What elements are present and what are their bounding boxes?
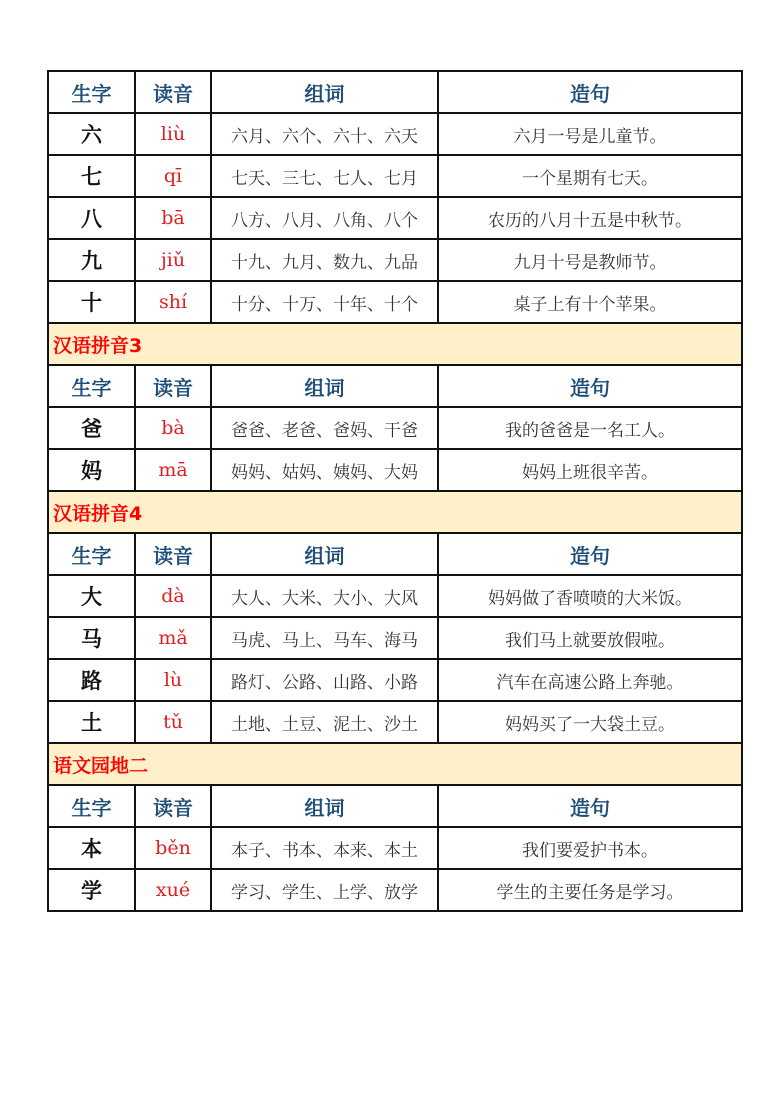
- section-row: [48, 491, 742, 533]
- words-cell: 马虎、马上、马车、海马: [211, 617, 438, 659]
- section-row: [48, 323, 742, 365]
- sentence-cell: 妈妈上班很辛苦。: [438, 449, 742, 491]
- table-row: [48, 407, 742, 449]
- header-row: [48, 365, 742, 407]
- words-cell: 土地、土豆、泥土、沙土: [211, 701, 438, 743]
- pinyin-cell: shí: [135, 281, 211, 323]
- words-cell: 爸爸、老爸、爸妈、干爸: [211, 407, 438, 449]
- words-cell: 学习、学生、上学、放学: [211, 869, 438, 911]
- char-cell: 马: [48, 617, 135, 659]
- pinyin-cell: bà: [135, 407, 211, 449]
- table-row: [48, 239, 742, 281]
- header-char: 生字: [48, 785, 135, 827]
- char-cell: 本: [48, 827, 135, 869]
- words-cell: 七天、三七、七人、七月: [211, 155, 438, 197]
- header-sentence: 造句: [438, 533, 742, 575]
- sentence-cell: 我们马上就要放假啦。: [438, 617, 742, 659]
- pinyin-cell: jiǔ: [135, 239, 211, 281]
- table-row: [48, 827, 742, 869]
- sentence-cell: 九月十号是教师节。: [438, 239, 742, 281]
- char-cell: 十: [48, 281, 135, 323]
- table-row: [48, 617, 742, 659]
- char-cell: 土: [48, 701, 135, 743]
- header-words: 组词: [211, 785, 438, 827]
- pinyin-cell: tǔ: [135, 701, 211, 743]
- table-row: [48, 701, 742, 743]
- header-words: 组词: [211, 71, 438, 113]
- char-cell: 妈: [48, 449, 135, 491]
- char-cell: 九: [48, 239, 135, 281]
- sentence-cell: 学生的主要任务是学习。: [438, 869, 742, 911]
- words-cell: 路灯、公路、山路、小路: [211, 659, 438, 701]
- table-row: [48, 449, 742, 491]
- sentence-cell: 妈妈做了香喷喷的大米饭。: [438, 575, 742, 617]
- header-pinyin: 读音: [135, 785, 211, 827]
- table-row: [48, 113, 742, 155]
- table-row: [48, 869, 742, 911]
- table-row: [48, 575, 742, 617]
- pinyin-cell: dà: [135, 575, 211, 617]
- section-title: 汉语拼音3: [48, 323, 742, 365]
- sentence-cell: 六月一号是儿童节。: [438, 113, 742, 155]
- pinyin-cell: qī: [135, 155, 211, 197]
- header-sentence: 造句: [438, 71, 742, 113]
- header-sentence: 造句: [438, 785, 742, 827]
- words-cell: 本子、书本、本来、本土: [211, 827, 438, 869]
- char-cell: 大: [48, 575, 135, 617]
- pinyin-cell: mǎ: [135, 617, 211, 659]
- char-cell: 六: [48, 113, 135, 155]
- char-cell: 爸: [48, 407, 135, 449]
- sentence-cell: 妈妈买了一大袋土豆。: [438, 701, 742, 743]
- table-row: [48, 197, 742, 239]
- header-row: [48, 785, 742, 827]
- char-cell: 路: [48, 659, 135, 701]
- table-row: [48, 659, 742, 701]
- header-char: 生字: [48, 365, 135, 407]
- table-row: [48, 281, 742, 323]
- pinyin-cell: lù: [135, 659, 211, 701]
- sentence-cell: 我的爸爸是一名工人。: [438, 407, 742, 449]
- section-title: 汉语拼音4: [48, 491, 742, 533]
- sentence-cell: 我们要爱护书本。: [438, 827, 742, 869]
- header-words: 组词: [211, 533, 438, 575]
- pinyin-cell: běn: [135, 827, 211, 869]
- header-row: [48, 533, 742, 575]
- pinyin-cell: liù: [135, 113, 211, 155]
- words-cell: 六月、六个、六十、六天: [211, 113, 438, 155]
- vocabulary-table: [47, 70, 743, 912]
- header-pinyin: 读音: [135, 71, 211, 113]
- char-cell: 学: [48, 869, 135, 911]
- char-cell: 八: [48, 197, 135, 239]
- char-cell: 七: [48, 155, 135, 197]
- words-cell: 十分、十万、十年、十个: [211, 281, 438, 323]
- sentence-cell: 桌子上有十个苹果。: [438, 281, 742, 323]
- words-cell: 十九、九月、数九、九品: [211, 239, 438, 281]
- sentence-cell: 农历的八月十五是中秋节。: [438, 197, 742, 239]
- section-row: [48, 743, 742, 785]
- header-char: 生字: [48, 533, 135, 575]
- words-cell: 大人、大米、大小、大风: [211, 575, 438, 617]
- header-row: [48, 71, 742, 113]
- pinyin-cell: bā: [135, 197, 211, 239]
- words-cell: 妈妈、姑妈、姨妈、大妈: [211, 449, 438, 491]
- header-pinyin: 读音: [135, 533, 211, 575]
- sentence-cell: 汽车在高速公路上奔驰。: [438, 659, 742, 701]
- section-title: 语文园地二: [48, 743, 742, 785]
- table-row: [48, 155, 742, 197]
- pinyin-cell: mā: [135, 449, 211, 491]
- pinyin-cell: xué: [135, 869, 211, 911]
- sentence-cell: 一个星期有七天。: [438, 155, 742, 197]
- header-sentence: 造句: [438, 365, 742, 407]
- header-pinyin: 读音: [135, 365, 211, 407]
- words-cell: 八方、八月、八角、八个: [211, 197, 438, 239]
- header-char: 生字: [48, 71, 135, 113]
- header-words: 组词: [211, 365, 438, 407]
